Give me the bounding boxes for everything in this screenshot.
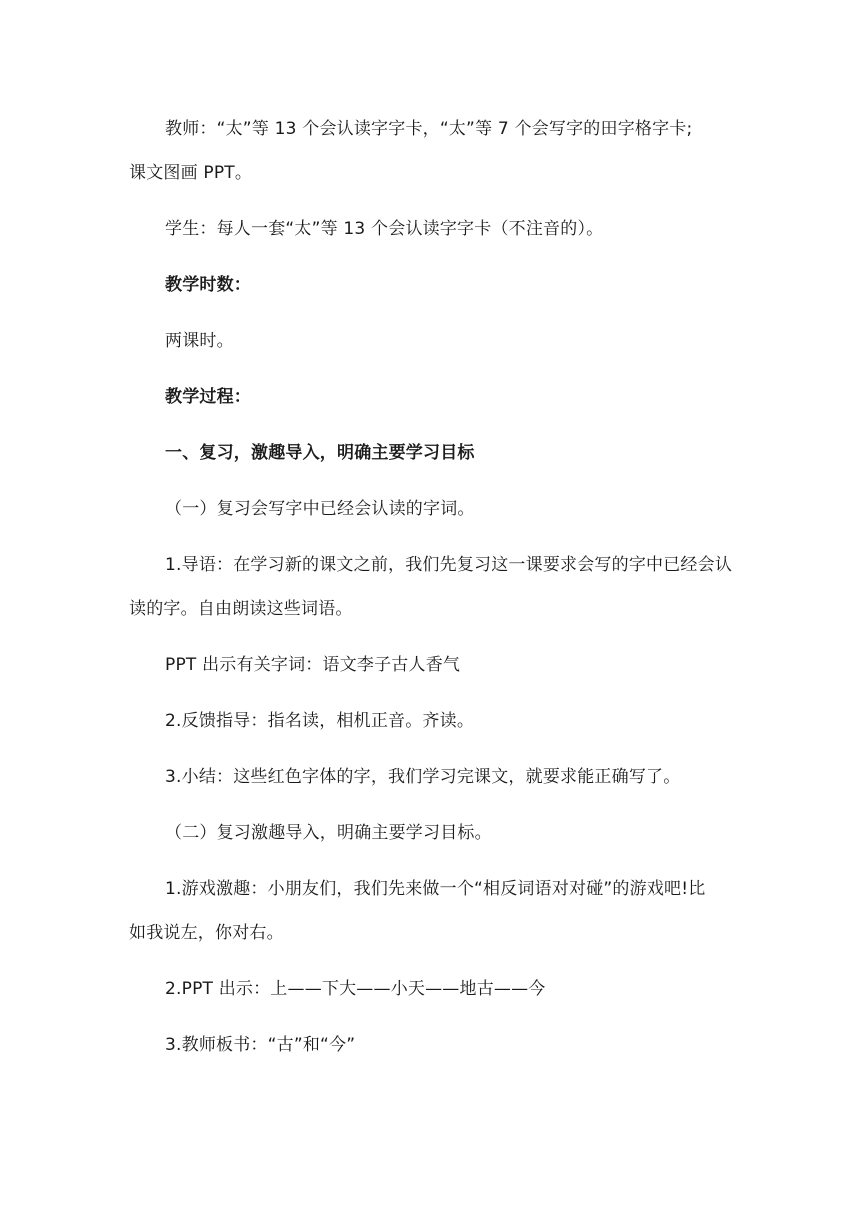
- section-heading-teaching-process: 教学过程：: [165, 387, 251, 407]
- blackboard-line: 3.教师板书：“古”和“今”: [165, 1035, 356, 1055]
- step-game-line-1: 1.游戏激趣：小朋友们，我们先来做一个“相反词语对对碰”的游戏吧!比: [165, 879, 706, 899]
- materials-student-line: 学生：每人一套“太”等 13 个会认读字字卡（不注音的）。: [165, 219, 604, 239]
- subsection-1-part-1: （一）复习会写字中已经会认读的字词。: [165, 499, 475, 519]
- teaching-hours-value: 两课时。: [165, 331, 234, 351]
- step-summary-line: 3.小结：这些红色字体的字，我们学习完课文，就要求能正确写了。: [165, 767, 681, 787]
- subsection-heading-1: 一、复习，激趣导入，明确主要学习目标: [165, 443, 475, 463]
- ppt-opposites-line: 2.PPT 出示：上——下大——小天——地古——今: [165, 979, 546, 999]
- ppt-words-line: PPT 出示有关字词：语文李子古人香气: [165, 655, 461, 675]
- step-intro-line-1: 1.导语：在学习新的课文之前，我们先复习这一课要求会写的字中已经会认: [165, 555, 733, 575]
- step-feedback-line: 2.反馈指导：指名读，相机正音。齐读。: [165, 711, 475, 731]
- section-heading-teaching-hours: 教学时数：: [165, 275, 251, 295]
- step-game-line-2: 如我说左，你对右。: [129, 923, 284, 943]
- materials-teacher-line-2: 课文图画 PPT。: [129, 163, 253, 183]
- step-intro-line-2: 读的字。自由朗读这些词语。: [129, 599, 353, 619]
- materials-teacher-line-1: 教师：“太”等 13 个会认读字字卡，“太”等 7 个会写字的田字格字卡;: [165, 119, 693, 139]
- subsection-1-part-2: （二）复习激趣导入，明确主要学习目标。: [165, 823, 492, 843]
